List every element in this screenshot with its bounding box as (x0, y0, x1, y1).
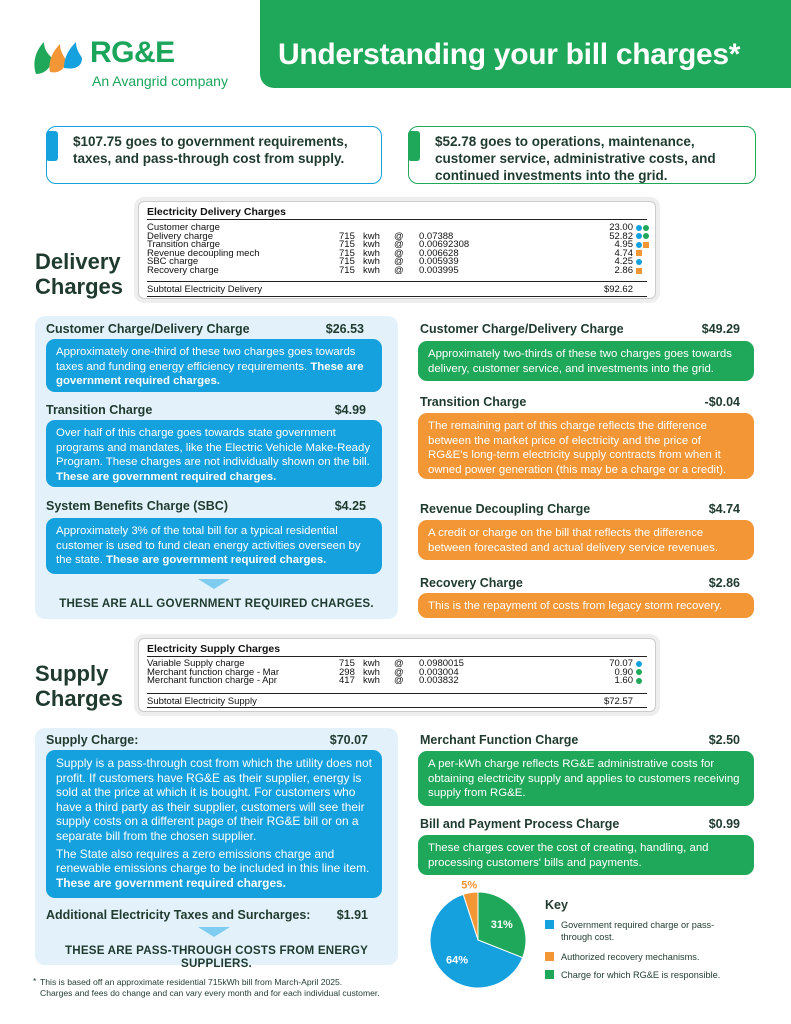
supply-charge-note (46, 750, 382, 898)
key-title: Key (545, 898, 568, 912)
item-title: Merchant Function Charge (420, 733, 579, 747)
callout-tab (408, 131, 420, 161)
note-text: Approximately one-third of these two charges goes towards taxes and funding energy efficiency requirements. (56, 346, 356, 373)
transition-rge-note: The remaining part of this charge reflects the difference between the market price of electricity and the price of RG&E's long-term electricity supply contracts from when it owned power generation (this may be a charge or a credit). (418, 413, 754, 479)
key-label: Charge for which RG&E is responsible. (561, 970, 721, 980)
item-amount: $2.86 (708, 576, 740, 590)
table-rule (147, 219, 647, 220)
pie-label: 5% (461, 880, 478, 892)
cell-amount: 4.25 (614, 256, 633, 268)
item-title: System Benefits Charge (SBC) (46, 499, 228, 513)
cell-unit: kwh (363, 666, 380, 678)
item-title: Transition Charge (46, 403, 153, 417)
supply-subtotal-row (147, 697, 647, 706)
sbc-gov-note (46, 518, 382, 574)
cell-amount: 70.07 (609, 658, 633, 669)
item-amount: $26.53 (325, 322, 364, 336)
footnote-line1: This is based off an approximate residential 715kWh bill from March-April 2025. (40, 977, 343, 987)
key-swatch (545, 920, 554, 929)
note-bold: These are government required charges. (106, 554, 327, 566)
cell-unit: kwh (363, 675, 380, 687)
cell-unit: kwh (363, 239, 380, 251)
operations-text: goes to operations, maintenance, customer service, administrative costs, and continued investments into the grid. (435, 134, 716, 183)
cell-at: @ (394, 658, 404, 669)
cell-amount: 23.00 (609, 222, 633, 233)
supply-bill-table (138, 638, 656, 712)
table-rule (147, 693, 647, 694)
subtotal-value: $72.57 (603, 696, 633, 707)
item-title: Supply Charge: (46, 733, 139, 747)
item-title: Customer Charge/Delivery Charge (420, 322, 624, 336)
orange-marker (636, 250, 642, 256)
brand-tagline: An Avangrid company (92, 73, 228, 89)
cell-at: @ (394, 239, 404, 251)
cell-unit: kwh (363, 256, 380, 268)
cell-rate: 0.0980015 (419, 658, 464, 669)
note-text: Over half of this charge goes towards state government programs and mandates, like the Electric Vehicle Make-Ready Program. These charges are not individually shown on the bill. (56, 427, 371, 468)
cell-amount: 52.82 (609, 230, 633, 242)
customer-delivery-gov-note (46, 339, 382, 392)
cell-rate: 0.07388 (419, 230, 454, 242)
green-marker (636, 669, 642, 675)
item-title: Recovery Charge (420, 576, 523, 590)
blue-marker (636, 661, 642, 667)
cell-at: @ (394, 256, 404, 268)
page-title: Understanding your bill charges* (278, 38, 741, 71)
item-amount: $4.74 (708, 502, 740, 516)
item-amount: $2.50 (708, 733, 740, 747)
cell-name: SBC charge (147, 256, 199, 268)
government-banner: THESE ARE ALL GOVERNMENT REQUIRED CHARGES. (59, 597, 374, 610)
cell-rate: 0.005939 (419, 256, 459, 268)
supply-heading-line2: Charges (35, 686, 124, 711)
green-marker (643, 225, 649, 231)
cell-amount: 4.95 (614, 239, 633, 251)
cell-rate: 0.00692308 (419, 239, 470, 251)
cell-name: Transition charge (147, 239, 221, 251)
cell-amount: 0.90 (614, 666, 633, 678)
item-amount: -$0.04 (704, 395, 740, 409)
cell-qty: 417 (339, 675, 355, 687)
cell-name: Delivery charge (147, 230, 213, 242)
transition-gov-note (46, 420, 382, 487)
cell-rate: 0.003995 (419, 265, 459, 276)
recovery-note: This is the repayment of costs from legacy storm recovery. (418, 593, 754, 618)
delivery-heading-line1: Delivery (35, 249, 121, 274)
item-amount: $49.29 (701, 322, 740, 336)
blue-marker (636, 259, 642, 265)
item-amount: $70.07 (329, 733, 368, 747)
government-callout (46, 126, 382, 184)
table-rule (147, 656, 647, 657)
cell-amount: 4.74 (614, 247, 633, 259)
cell-name: Recovery charge (147, 265, 219, 276)
item-amount: $4.99 (334, 403, 366, 417)
bill-row (147, 676, 647, 685)
cell-unit: kwh (363, 230, 380, 242)
cell-amount: 1.60 (614, 675, 633, 687)
subtotal-label: Subtotal Electricity Supply (147, 696, 257, 707)
cell-name: Variable Supply charge (147, 658, 245, 669)
item-title: Revenue Decoupling Charge (420, 502, 591, 516)
cell-qty: 715 (339, 265, 355, 276)
cell-name: Revenue decoupling mech (147, 247, 260, 259)
taxes-title: Additional Electricity Taxes and Surcharges: (46, 908, 311, 922)
item-title: Customer Charge/Delivery Charge (46, 322, 250, 336)
note-text: Supply is a pass-through cost from which the utility does not profit. If customers have RG&E as their supplier, energy is sold at the price at which it is bought. For customers who have a third party as their supplier, customers will see their supply costs on a different page of their RG&E bill or on a separate bill from the chosen supplier. (56, 756, 372, 843)
government-text: goes to government requirements, taxes, and pass-through cost from supply. (73, 134, 348, 166)
cell-amount: 2.86 (614, 265, 633, 276)
cell-at: @ (394, 675, 404, 687)
pie-label: 64% (445, 954, 469, 967)
note-bold: These are government required charges. (56, 875, 286, 890)
operations-amount: $52.78 (435, 134, 477, 149)
merchant-function-note: A per-kWh charge reflects RG&E administrative costs for obtaining electricity supply and applies to customers receiving supply from RG&E. (418, 751, 754, 806)
revenue-decoupling-note: A credit or charge on the bill that reflects the difference between forecasted and actual delivery service revenues. (418, 520, 754, 560)
delivery-subtotal-row (147, 285, 647, 294)
delivery-table-title: Electricity Delivery Charges (147, 206, 286, 218)
government-amount: $107.75 (73, 134, 122, 149)
callout-tab (46, 131, 58, 161)
item-title: Transition Charge (420, 395, 527, 409)
note-bold: These are government required charges. (56, 360, 364, 387)
subtotal-label: Subtotal Electricity Delivery (147, 284, 263, 295)
brand-name: RG&E (90, 36, 175, 69)
orange-marker (643, 242, 649, 248)
delivery-bill-table (138, 201, 656, 299)
key-swatch (545, 952, 554, 961)
supply-table-title: Electricity Supply Charges (147, 643, 281, 655)
green-marker (643, 233, 649, 239)
taxes-amount: $1.91 (336, 908, 368, 922)
blue-marker (636, 225, 642, 231)
customer-delivery-rge-note: Approximately two-thirds of these two charges goes towards delivery, customer service, and investments into the grid. (418, 341, 754, 381)
note-text: Approximately 3% of the total bill for a typical residential customer is used to fund clean energy activities overseen by the state. (56, 525, 361, 566)
rge-flame-logo-icon (30, 28, 86, 78)
operations-callout (408, 126, 756, 184)
key-swatch (545, 970, 554, 979)
table-rule (147, 707, 647, 708)
cell-at: @ (394, 247, 404, 259)
supply-heading-line1: Supply (35, 661, 109, 686)
footnote-line2: Charges and fees do change and can vary every month and for each individual customer. (40, 988, 380, 998)
cell-unit: kwh (363, 658, 380, 669)
cell-name: Merchant function charge - Apr (147, 675, 277, 687)
orange-marker (636, 268, 642, 274)
cell-rate: 0.003004 (419, 666, 459, 678)
charge-share-pie-chart (418, 880, 538, 992)
cell-name: Customer charge (147, 222, 220, 233)
supply-heading (35, 661, 123, 711)
bill-payment-note: These charges cover the cost of creating, handling, and processing customers' bills and payments. (418, 835, 754, 875)
cell-qty: 298 (339, 666, 355, 678)
cell-qty: 715 (339, 658, 355, 669)
cell-at: @ (394, 230, 404, 242)
cell-at: @ (394, 265, 404, 276)
cell-at: @ (394, 666, 404, 678)
cell-rate: 0.006628 (419, 247, 459, 259)
blue-marker (636, 242, 642, 248)
table-rule (147, 296, 647, 297)
table-rule (147, 281, 647, 282)
chevron-down-icon (198, 579, 230, 589)
footnote-mark: * (33, 976, 37, 986)
blue-marker (636, 233, 642, 239)
note-text: The State also requires a zero emissions charge and renewable emissions charge to be included in this line item. (56, 846, 370, 876)
cell-qty: 715 (339, 230, 355, 242)
note-bold: These are government required charges. (56, 470, 277, 483)
cell-name: Merchant function charge - Mar (147, 666, 280, 678)
key-label: Authorized recovery mechanisms. (561, 952, 700, 962)
green-marker (636, 678, 642, 684)
item-title: Bill and Payment Process Charge (420, 817, 620, 831)
key-label: Government required charge or pass-through cost. (561, 920, 715, 942)
bill-row (147, 266, 647, 275)
cell-rate: 0.003832 (419, 675, 459, 687)
item-amount: $4.25 (334, 499, 366, 513)
pie-label: 31% (490, 918, 513, 931)
subtotal-value: $92.62 (603, 284, 633, 295)
item-amount: $0.99 (708, 817, 740, 831)
cell-qty: 715 (339, 247, 355, 259)
cell-unit: kwh (363, 247, 380, 259)
cell-qty: 715 (339, 239, 355, 251)
delivery-heading-line2: Charges (35, 274, 124, 299)
delivery-heading (35, 249, 123, 299)
pass-through-banner: THESE ARE PASS-THROUGH COSTS FROM ENERGY SUPPLIERS. (64, 944, 369, 970)
cell-qty: 715 (339, 256, 355, 268)
chevron-down-icon (198, 927, 230, 937)
cell-unit: kwh (363, 265, 380, 276)
